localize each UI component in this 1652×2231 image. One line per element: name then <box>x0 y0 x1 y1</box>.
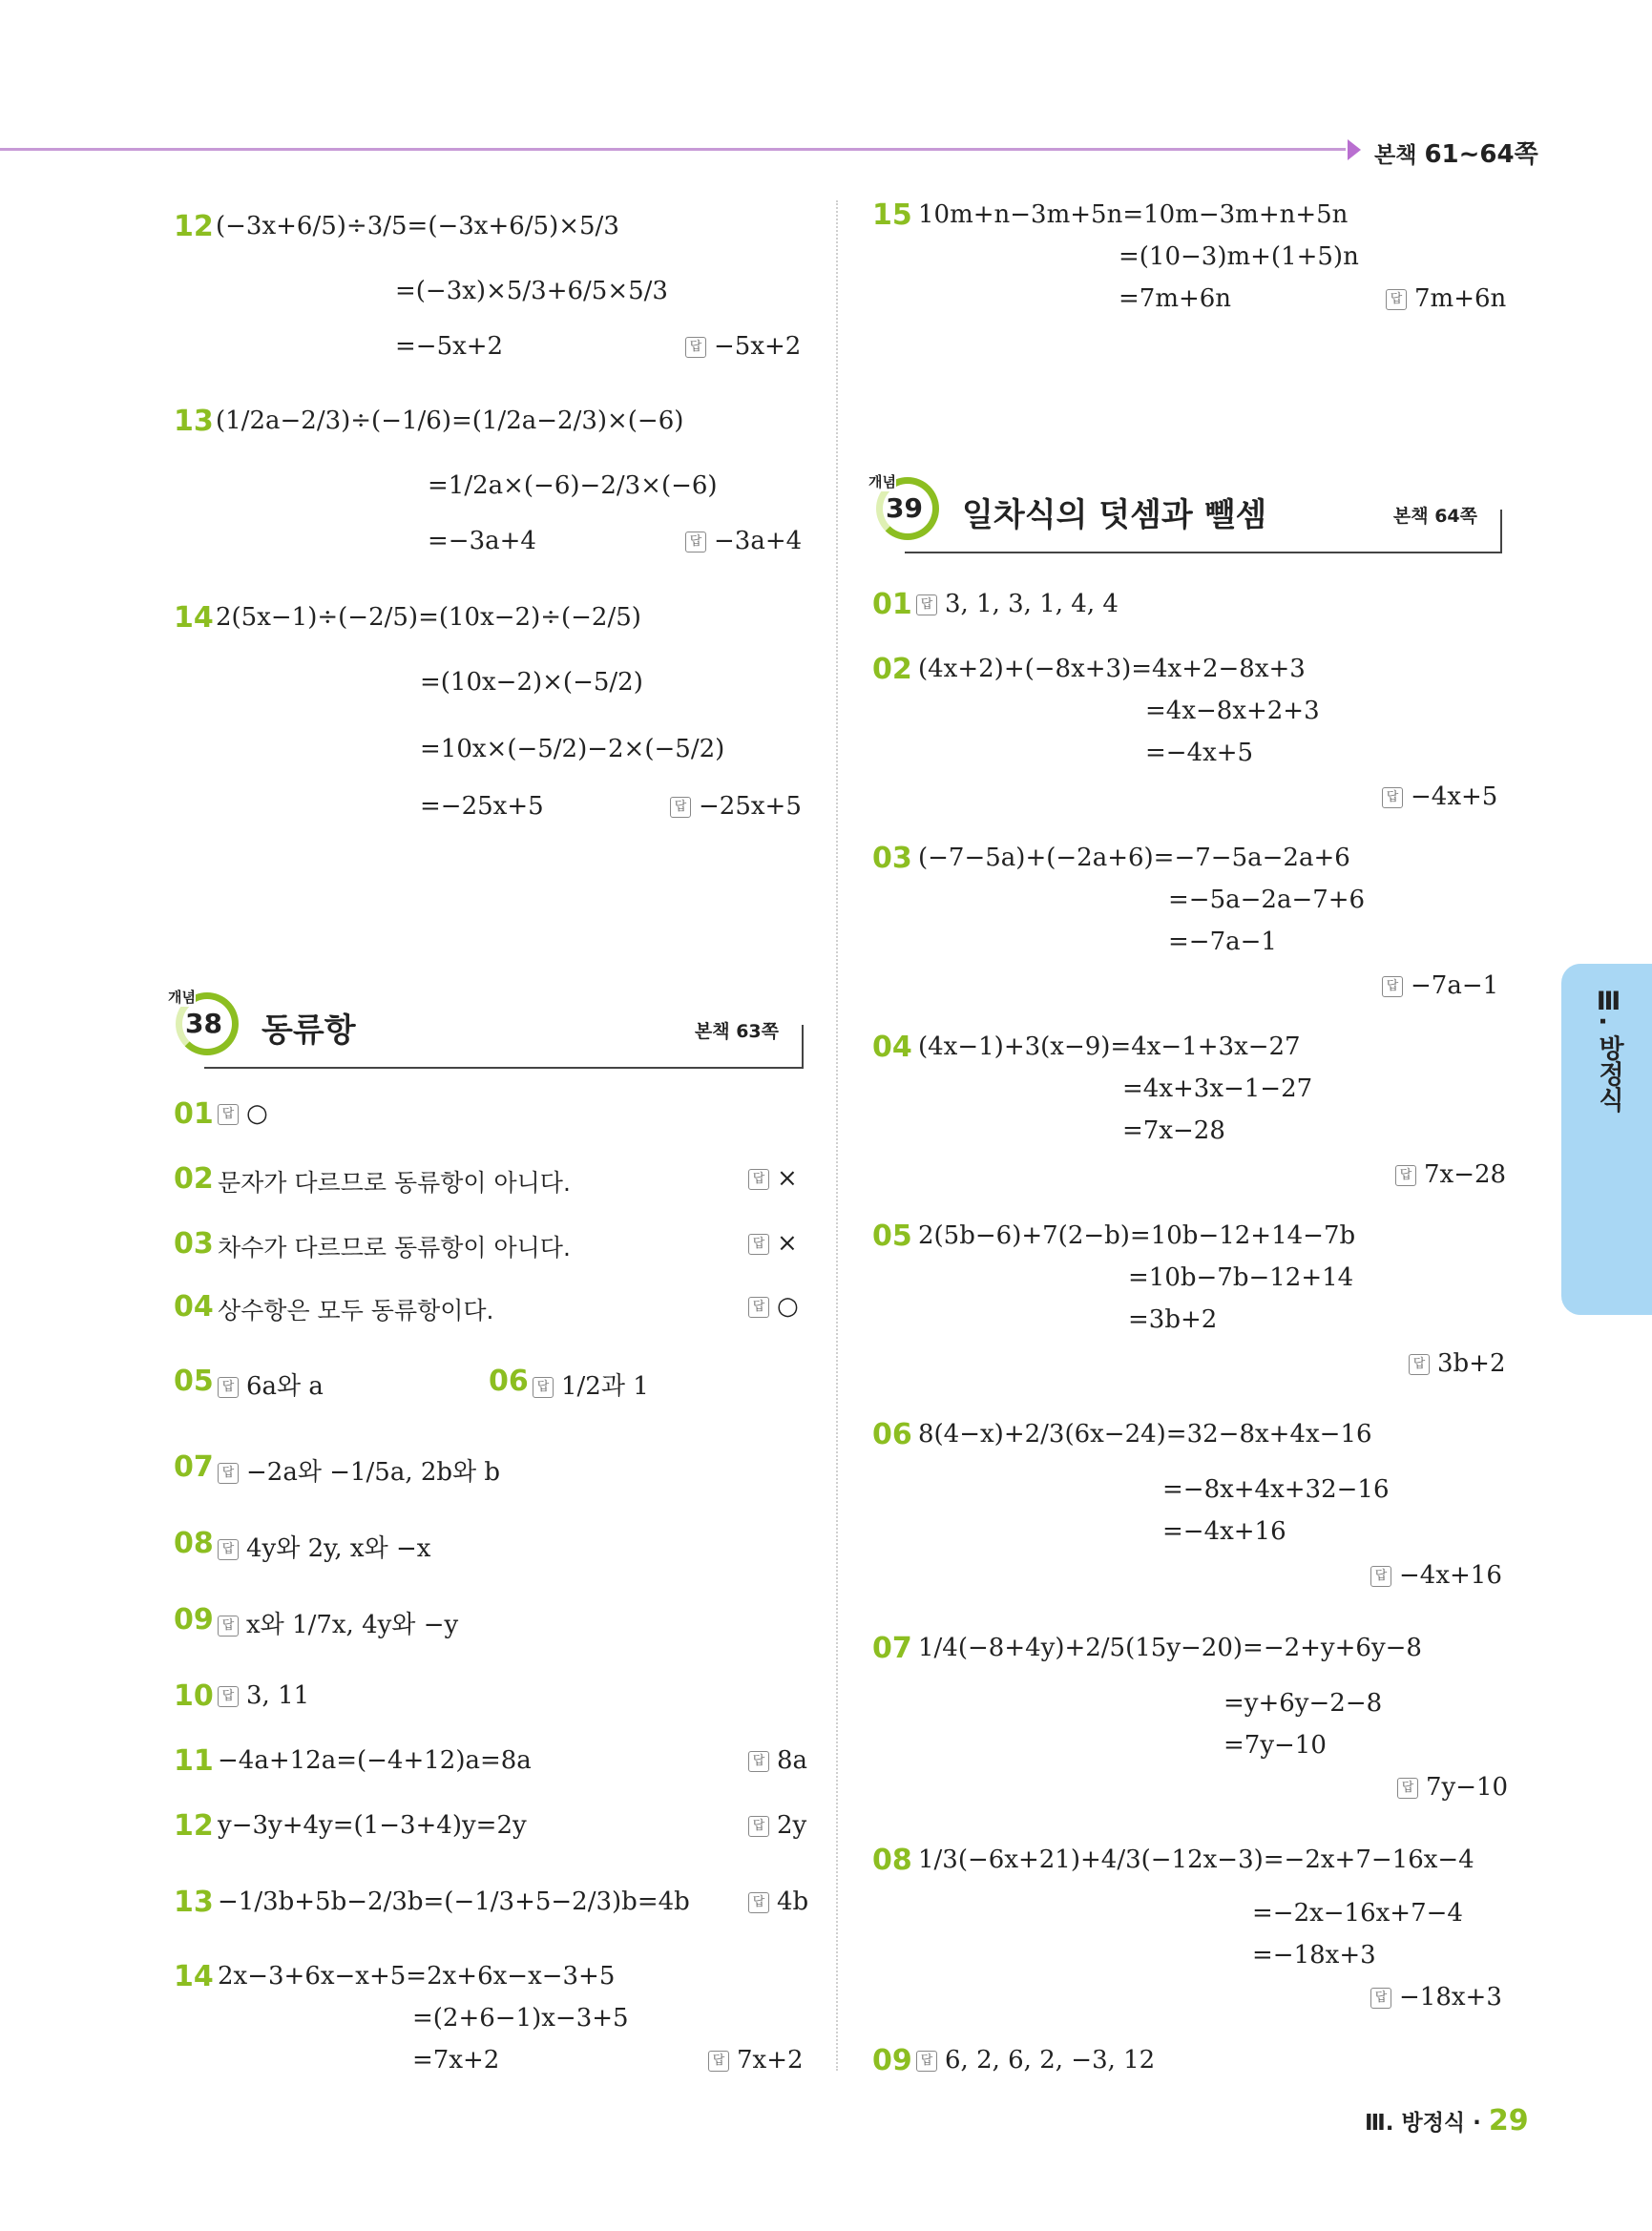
side-tab-label: Ⅲ. 방정식 <box>1594 987 1623 1113</box>
answer-badge-icon: 답 <box>218 1539 239 1560</box>
answer-badge-icon: 답 <box>1386 289 1407 310</box>
equation-line: −4a+12a=(−4+12)a=8a <box>218 1746 532 1775</box>
concept-page-ref: 본책 64쪽 <box>1392 506 1477 527</box>
equation-line: (−7−5a)+(−2a+6)=−7−5a−2a+6 <box>918 844 1350 872</box>
answer-badge-icon: 답 <box>916 594 937 615</box>
equation-line: =7x−28 <box>1122 1116 1225 1145</box>
answer: 답 −2a와 −1/5a, 2b와 b <box>218 1452 500 1488</box>
answer: 답 3b+2 <box>1409 1349 1506 1378</box>
concept-word: 개념 <box>868 473 896 490</box>
equation-line: (4x−1)+3(x−9)=4x−1+3x−27 <box>918 1032 1301 1061</box>
problem-number: 09 <box>174 1603 214 1637</box>
answer: 답 2y <box>748 1811 806 1840</box>
header-cap <box>802 1025 804 1069</box>
problem-number: 06 <box>872 1418 912 1451</box>
answer-badge-icon: 답 <box>748 1169 769 1190</box>
answer-badge-icon: 답 <box>1370 1988 1391 2009</box>
answer: 답 4b <box>748 1887 808 1916</box>
equation-line: =−8x+4x+32−16 <box>1162 1475 1390 1504</box>
equation-line: =−3a+4 <box>428 527 536 555</box>
answer-badge-icon: 답 <box>1370 1566 1391 1587</box>
equation-line: =(2+6−1)x−3+5 <box>412 2004 629 2033</box>
answer-badge-icon: 답 <box>1397 1778 1418 1799</box>
footer-chapter: Ⅲ. 방정식 · <box>1365 2111 1481 2136</box>
answer: 답 8a <box>748 1746 807 1775</box>
equation-line: 1/4(−8+4y)+2/5(15y−20)=−2+y+6y−8 <box>918 1634 1422 1662</box>
problem-number: 08 <box>174 1527 214 1560</box>
answer: 답 x와 1/7x, 4y와 −y <box>218 1605 458 1640</box>
problem-number: 10 <box>174 1679 214 1713</box>
concept-number: 38 <box>185 1008 222 1039</box>
problem-number: 13 <box>174 1886 214 1919</box>
answer: 답 4y와 2y, x와 −x <box>218 1529 430 1564</box>
equation-line: =−4x+5 <box>1145 739 1254 767</box>
problem-number: 13 <box>174 405 214 438</box>
equation-line: −1/3b+5b−2/3b=(−1/3+5−2/3)b=4b <box>218 1887 690 1916</box>
answer: 답 −25x+5 <box>670 792 802 821</box>
answer: 답 7x+2 <box>708 2046 804 2075</box>
answer-badge-icon: 답 <box>1395 1165 1416 1186</box>
equation-line: (4x+2)+(−8x+3)=4x+2−8x+3 <box>918 655 1306 683</box>
equation-line: (1/2a−2/3)÷(−1/6)=(1/2a−2/3)×(−6) <box>216 407 684 435</box>
answer: 답 7x−28 <box>1395 1160 1506 1189</box>
problem-number: 02 <box>872 653 912 686</box>
answer-badge-icon: 답 <box>748 1297 769 1318</box>
answer-badge-icon: 답 <box>218 1616 239 1637</box>
equation-line: =−7a−1 <box>1168 928 1277 956</box>
equation-line: (−3x+6/5)÷3/5=(−3x+6/5)×5/3 <box>216 212 619 240</box>
answer: 답 3, 1, 3, 1, 4, 4 <box>916 590 1119 618</box>
answer: 답 −4x+5 <box>1382 782 1497 811</box>
equation-line: =y+6y−2−8 <box>1223 1689 1383 1718</box>
concept-page-ref: 본책 63쪽 <box>694 1021 779 1042</box>
concept-38-header <box>168 989 804 1069</box>
problem-number: 02 <box>174 1162 214 1196</box>
problem-number: 01 <box>174 1097 214 1131</box>
problem-number: 03 <box>872 842 912 875</box>
answer: 답 −3a+4 <box>685 527 802 555</box>
page-reference: 본책 61~64쪽 <box>1374 140 1538 169</box>
problem-number: 09 <box>872 2044 912 2077</box>
answer-badge-icon: 답 <box>748 1892 769 1913</box>
column-divider <box>836 200 838 2071</box>
equation-line: 8(4−x)+2/3(6x−24)=32−8x+4x−16 <box>918 1420 1372 1449</box>
problem-number: 08 <box>872 1844 912 1877</box>
header-underline <box>905 552 1502 553</box>
answer: 답 6, 2, 6, 2, −3, 12 <box>916 2046 1155 2075</box>
answer: 답 × <box>748 1229 798 1258</box>
equation-line: =−4x+16 <box>1162 1517 1286 1546</box>
equation-line: =1/2a×(−6)−2/3×(−6) <box>428 471 718 500</box>
answer-badge-icon: 답 <box>218 1686 239 1707</box>
explanation-text: 상수항은 모두 동류항이다. <box>218 1297 494 1324</box>
problem-number: 12 <box>174 210 214 243</box>
equation-line: =7y−10 <box>1223 1731 1327 1760</box>
equation-line: 10m+n−3m+5n=10m−3m+n+5n <box>918 200 1349 229</box>
problem-number: 12 <box>174 1809 214 1843</box>
equation-line: =7m+6n <box>1119 284 1232 313</box>
answer: 답 6a와 a <box>218 1366 324 1402</box>
answer: 답 3, 11 <box>218 1681 309 1710</box>
problem-number: 06 <box>489 1365 529 1398</box>
equation-line: y−3y+4y=(1−3+4)y=2y <box>218 1811 527 1840</box>
equation-line: =4x−8x+2+3 <box>1145 697 1320 725</box>
problem-number: 14 <box>174 601 214 635</box>
equation-line: =10x×(−5/2)−2×(−5/2) <box>420 735 725 763</box>
problem-number: 11 <box>174 1744 214 1778</box>
answer-badge-icon: 답 <box>748 1234 769 1255</box>
concept-number: 39 <box>886 492 923 524</box>
chapter-side-tab <box>1561 964 1652 1315</box>
concept-word: 개념 <box>168 989 196 1006</box>
equation-line: =10b−7b−12+14 <box>1128 1263 1354 1292</box>
answer: 답 −5x+2 <box>685 332 801 361</box>
equation-line: =(10−3)m+(1+5)n <box>1119 242 1359 271</box>
equation-line: =(−3x)×5/3+6/5×5/3 <box>395 277 668 305</box>
equation-line: 2(5x−1)÷(−2/5)=(10x−2)÷(−2/5) <box>216 603 641 632</box>
answer-badge-icon: 답 <box>1409 1354 1430 1375</box>
concept-title: 동류항 <box>261 1011 356 1050</box>
equation-line: 2(5b−6)+7(2−b)=10b−12+14−7b <box>918 1221 1356 1250</box>
equation-line: 1/3(−6x+21)+4/3(−12x−3)=−2x+7−16x−4 <box>918 1845 1474 1874</box>
equation-line: =−18x+3 <box>1252 1941 1376 1970</box>
answer-badge-icon: 답 <box>218 1377 239 1398</box>
equation-line: =−2x−16x+7−4 <box>1252 1899 1463 1928</box>
problem-number: 07 <box>174 1450 214 1484</box>
problem-number: 14 <box>174 1960 214 1993</box>
answer: 답 7y−10 <box>1397 1773 1508 1802</box>
answer-badge-icon: 답 <box>533 1377 554 1398</box>
answer: 답 × <box>748 1164 798 1193</box>
problem-number: 04 <box>174 1290 214 1324</box>
answer: 답 −4x+16 <box>1370 1561 1502 1590</box>
answer-badge-icon: 답 <box>218 1463 239 1484</box>
answer-badge-icon: 답 <box>685 337 706 358</box>
problem-number: 01 <box>872 588 912 621</box>
equation-line: =4x+3x−1−27 <box>1122 1074 1313 1103</box>
problem-number: 07 <box>872 1632 912 1665</box>
header-rule <box>0 148 1346 151</box>
problem-number: 15 <box>872 198 912 232</box>
answer: 답 7m+6n <box>1386 284 1506 313</box>
answer-badge-icon: 답 <box>916 2051 937 2072</box>
equation-line: =7x+2 <box>412 2046 500 2075</box>
answer-badge-icon: 답 <box>708 2051 729 2072</box>
answer-badge-icon: 답 <box>748 1751 769 1772</box>
page-footer <box>1365 2104 1529 2137</box>
explanation-text: 차수가 다르므로 동류항이 아니다. <box>218 1234 571 1261</box>
answer-badge-icon: 답 <box>1382 787 1403 808</box>
problem-number: 04 <box>872 1031 912 1064</box>
problem-number: 05 <box>872 1220 912 1253</box>
answer-badge-icon: 답 <box>670 797 691 818</box>
header-cap <box>1500 510 1502 553</box>
answer-badge-icon: 답 <box>1382 976 1403 997</box>
answer: 답 ○ <box>218 1099 268 1128</box>
answer: 답 −18x+3 <box>1370 1983 1502 2012</box>
header-underline <box>204 1067 804 1069</box>
answer: 답 ○ <box>748 1292 799 1321</box>
equation-line: =(10x−2)×(−5/2) <box>420 668 643 697</box>
problem-number: 05 <box>174 1365 214 1398</box>
answer-badge-icon: 답 <box>748 1816 769 1837</box>
answer-badge-icon: 답 <box>685 532 706 553</box>
page-number: 29 <box>1488 2104 1529 2137</box>
answer: 답 −7a−1 <box>1382 971 1498 1000</box>
problem-number: 03 <box>174 1227 214 1261</box>
equation-line: =−5x+2 <box>395 332 504 361</box>
equation-line: =3b+2 <box>1128 1305 1218 1334</box>
answer: 답 1/2과 1 <box>533 1366 649 1402</box>
concept-39-header <box>868 473 1502 553</box>
answer-badge-icon: 답 <box>218 1104 239 1125</box>
explanation-text: 문자가 다르므로 동류항이 아니다. <box>218 1169 571 1197</box>
equation-line: 2x−3+6x−x+5=2x+6x−x−3+5 <box>218 1962 616 1991</box>
equation-line: =−25x+5 <box>420 792 544 821</box>
concept-title: 일차식의 덧셈과 뺄셈 <box>962 496 1267 534</box>
arrow-icon <box>1348 139 1361 160</box>
equation-line: =−5a−2a−7+6 <box>1168 886 1366 914</box>
